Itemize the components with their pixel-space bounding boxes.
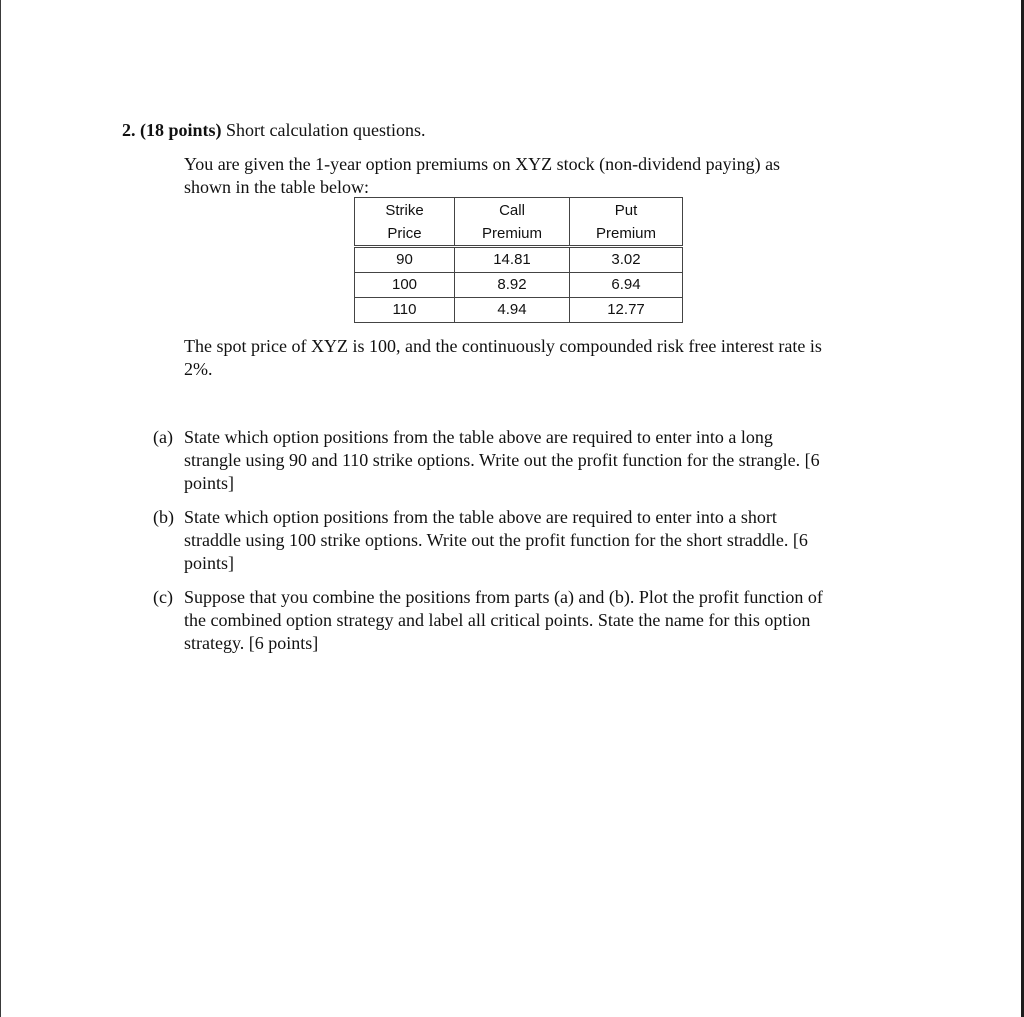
call-premium-cell: 4.94: [455, 298, 570, 323]
part-line: points]: [184, 553, 235, 573]
part-line: State which option positions from the table above are required to enter into a short: [184, 507, 777, 527]
header-call-premium: Premium: [455, 223, 570, 247]
part-line: Suppose that you combine the positions from parts (a) and (b). Plot the profit function of: [184, 587, 823, 607]
intro-line: You are given the 1-year option premiums on XYZ stock (non-dividend paying) as: [184, 154, 781, 174]
part-label: (b): [153, 507, 174, 527]
call-premium-cell: 8.92: [455, 273, 570, 298]
strike-cell: 110: [355, 298, 455, 323]
question-number: 2.: [122, 120, 136, 140]
table-row: [355, 273, 683, 298]
part-text: [184, 586, 914, 655]
part-line: the combined option strategy and label all critical points. State the name for this option: [184, 610, 811, 630]
question-heading: [122, 118, 425, 142]
strike-cell: 90: [355, 247, 455, 273]
put-premium-cell: 3.02: [570, 247, 683, 273]
intro-paragraph: [184, 153, 864, 199]
part-line: points]: [184, 473, 235, 493]
header-put-premium: Premium: [570, 223, 683, 247]
part-line: State which option positions from the table above are required to enter into a long: [184, 427, 773, 447]
part-label: (a): [153, 427, 173, 447]
question-points: (18 points): [140, 120, 222, 140]
part-text: [184, 506, 914, 575]
header-put: Put: [570, 198, 683, 224]
header-call: Call: [455, 198, 570, 224]
header-strike: Strike: [355, 198, 455, 224]
intro-line: shown in the table below:: [184, 177, 369, 197]
page-left-edge: [0, 0, 1, 1017]
put-premium-cell: 6.94: [570, 273, 683, 298]
part-line: strategy. [6 points]: [184, 633, 319, 653]
table-row: [355, 298, 683, 323]
part-line: straddle using 100 strike options. Write out the profit function for the short straddle. [6: [184, 530, 808, 550]
header-price: Price: [355, 223, 455, 247]
put-premium-cell: 12.77: [570, 298, 683, 323]
table-header-row-2: [355, 223, 683, 247]
table-row: [355, 247, 683, 273]
spot-line: The spot price of XYZ is 100, and the continuously compounded risk free interest rate is: [184, 336, 822, 356]
strike-cell: 100: [355, 273, 455, 298]
question-title: Short calculation questions.: [226, 120, 426, 140]
call-premium-cell: 14.81: [455, 247, 570, 273]
spot-price-paragraph: [184, 335, 914, 381]
table-header-row: [355, 198, 683, 224]
part-label: (c): [153, 587, 173, 607]
part-line: strangle using 90 and 110 strike options. Write out the profit function for the strangle. [6: [184, 450, 820, 470]
part-text: [184, 426, 914, 495]
option-premium-table: [354, 197, 683, 323]
spot-line: 2%.: [184, 359, 213, 379]
